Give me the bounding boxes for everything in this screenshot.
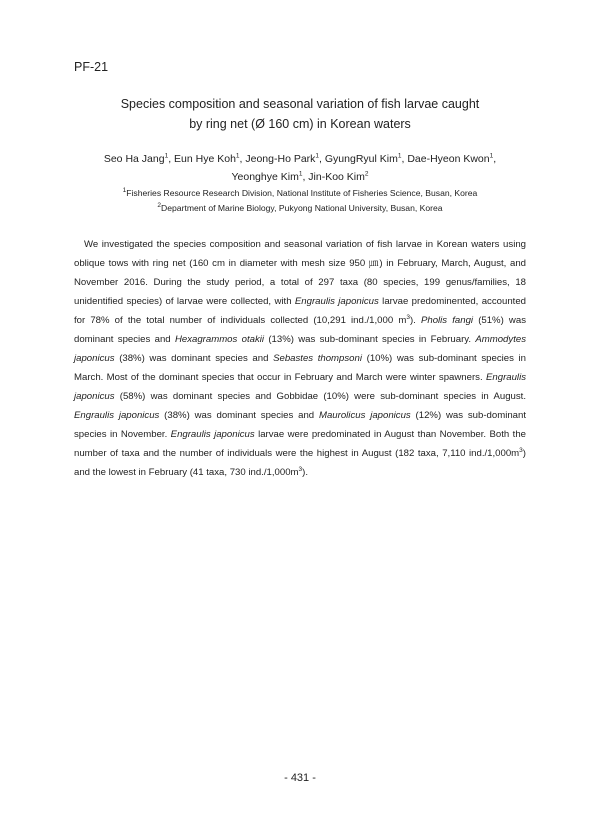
author-name: Jin-Koo Kim: [308, 171, 365, 183]
author-line-2: Yeonghye Kim$^1$, Jin-Koo Kim$^2$: [231, 170, 369, 183]
species-name: Sebastes thompsoni: [273, 353, 362, 364]
affiliation-2: $^2$Department of Marine Biology, Pukyong National University, Busan, Korea: [157, 202, 443, 213]
paper-title: [60, 94, 540, 134]
author-affiliation-mark: 1: [164, 152, 169, 160]
author-list: [60, 150, 540, 186]
author-name: Yeonghye Kim: [231, 171, 299, 183]
author-name: Seo Ha Jang: [103, 153, 165, 165]
author-line-1: Seo Ha Jang$^1$, Eun Hye Koh$^1$, Jeong-Ho Park$^1$, GyungRyul Kim$^1$, Dae-Hyeon Kwon$^1$,: [103, 152, 497, 165]
species-name: Engraulis japonicus: [74, 372, 526, 402]
author-affiliation-mark: 1: [315, 152, 320, 160]
author-affiliation-mark: 2: [364, 170, 369, 178]
species-name: Engraulis japonicus: [170, 429, 255, 440]
author-name: Eun Hye Koh: [174, 153, 236, 165]
species-name: Engraulis japonicus: [294, 296, 379, 307]
author-name: Dae-Hyeon Kwon: [407, 153, 490, 165]
poster-code: PF-21: [74, 60, 109, 74]
author-name: GyungRyul Kim: [324, 153, 398, 165]
species-name: Pholis fangi: [420, 315, 474, 326]
author-affiliation-mark: 1: [397, 152, 402, 160]
species-name: Maurolicus japonicus: [318, 410, 411, 421]
page-number: - 431 -: [284, 772, 316, 784]
abstract-body: We investigated the species composition and seasonal variation of fish larvae in Korean waters using oblique tows with ring net (160 cm in diameter with mesh size 950 ㎛) in February, March, August, and November 2016. During the study period, a total of 297 taxa (80 species, 199 genus/families, 18 unidentified species) of larvae were collected, with Engraulis japonicus larvae predominented, accounted for 78% of the total number of individuals collected (10,291 ind./1,000 $m^3$). Pholis fangi (51%) was dominant species and Hexagrammos otakii (13%) was sub-dominant species in February. Ammodytes japonicus (38%) was dominant species and Sebastes thompsoni (10%) was sub-dominant species in March. Most of the dominant species that occur in February and March were winter spawners. Engraulis japonicus (58%) was dominant species and Gobbidae (10%) were sub-dominant species in August. Engraulis japonicus (38%) was dominant species and Maurolicus japonicus (12%) was sub-dominant species in November. Engraulis japonicus larvae were predominated in August than November. Both the number of taxa and the number of individuals were the highest in August (182 taxa, 7,110 $ind./1,000m^3$) and the lowest in February (41 taxa, 730 $ind./1,000m^3$).: [74, 239, 527, 478]
title-line-1: Species composition and seasonal variation of fish larvae caught: [120, 97, 480, 111]
title-line-2: by ring net (Ø 160 cm) in Korean waters: [189, 117, 411, 131]
affiliation-list: [60, 186, 540, 216]
affiliation-1: $^1$Fisheries Resource Research Division, National Institute of Fisheries Science, Busan, Korea: [122, 187, 478, 198]
author-affiliation-mark: 1: [489, 152, 494, 160]
author-affiliation-mark: 1: [235, 152, 240, 160]
author-name: Jeong-Ho Park: [245, 153, 316, 165]
species-name: Ammodytes japonicus: [74, 334, 526, 364]
author-affiliation-mark: 1: [298, 170, 303, 178]
species-name: Engraulis japonicus: [74, 410, 160, 421]
species-name: Hexagrammos otakii: [174, 334, 265, 345]
